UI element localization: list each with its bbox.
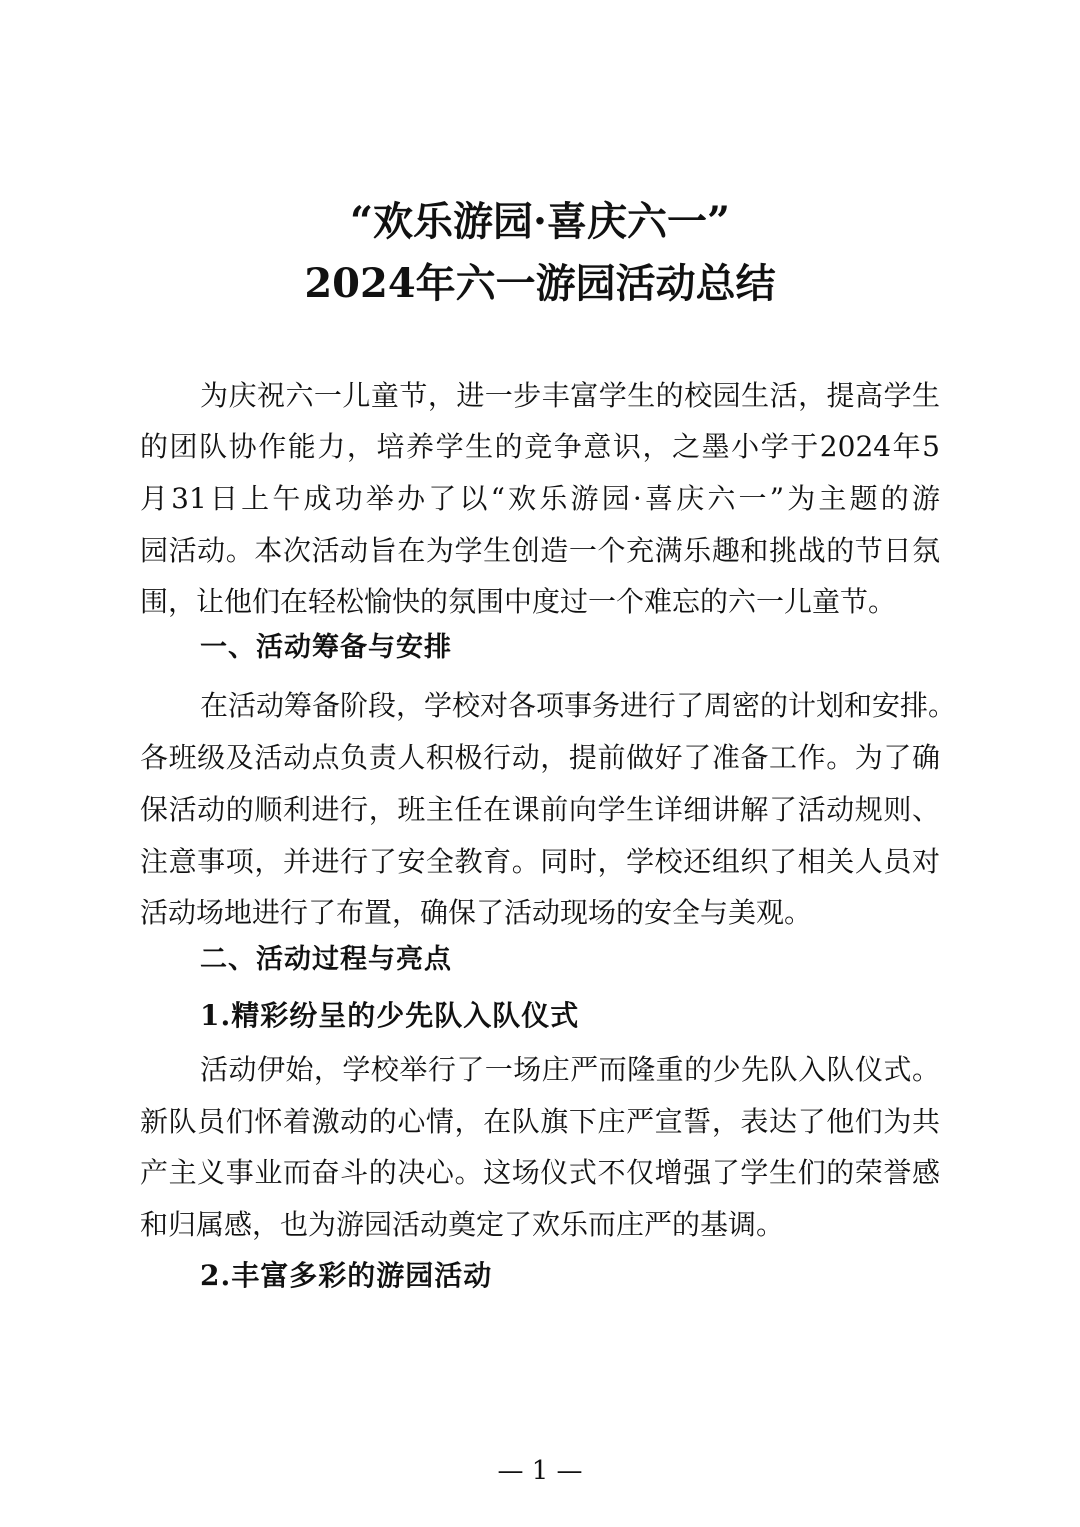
document-title-line-2: 2024年六一游园活动总结 [304, 260, 776, 307]
paragraph-line: 保活动的顺利进行，班主任在课前向学生详细讲解了活动规则、 [140, 793, 940, 826]
paragraph-line: 产主义事业而奋斗的决心。这场仪式不仅增强了学生们的荣誉感 [140, 1156, 940, 1189]
paragraph-line: 为庆祝六一儿童节，进一步丰富学生的校园生活，提高学生 [200, 379, 940, 412]
paragraph-line: 的团队协作能力，培养学生的竞争意识，之墨小学于2024年5 [140, 430, 940, 463]
page-number: — 1 — [497, 1456, 583, 1486]
paragraph-line: 注意事项，并进行了安全教育。同时，学校还组织了相关人员对 [140, 845, 940, 878]
section-heading-1: 一、活动筹备与安排 [200, 632, 452, 663]
paragraph-line: 活动伊始，学校举行了一场庄严而隆重的少先队入队仪式。 [200, 1053, 940, 1086]
paragraph-line: 园活动。本次活动旨在为学生创造一个充满乐趣和挑战的节日氛 [140, 534, 940, 567]
paragraph-line: 在活动筹备阶段，学校对各项事务进行了周密的计划和安排。 [200, 689, 957, 722]
section-heading-2: 二、活动过程与亮点 [200, 944, 452, 975]
paragraph-line: 活动场地进行了布置，确保了活动现场的安全与美观。 [140, 896, 813, 929]
paragraph-line: 新队员们怀着激动的心情，在队旗下庄严宣誓，表达了他们为共 [140, 1105, 940, 1138]
paragraph-line: 围，让他们在轻松愉快的氛围中度过一个难忘的六一儿童节。 [140, 585, 897, 618]
document-title-line-1: “欢乐游园·喜庆六一” [350, 198, 730, 245]
paragraph-line: 月31日上午成功举办了以“欢乐游园·喜庆六一”为主题的游 [140, 482, 940, 515]
subsection-heading-2: 2.丰富多彩的游园活动 [200, 1259, 493, 1292]
paragraph-line: 和归属感，也为游园活动奠定了欢乐而庄严的基调。 [140, 1208, 785, 1241]
paragraph-line: 各班级及活动点负责人积极行动，提前做好了准备工作。为了确 [140, 741, 940, 774]
subsection-heading-1: 1.精彩纷呈的少先队入队仪式 [200, 999, 580, 1032]
